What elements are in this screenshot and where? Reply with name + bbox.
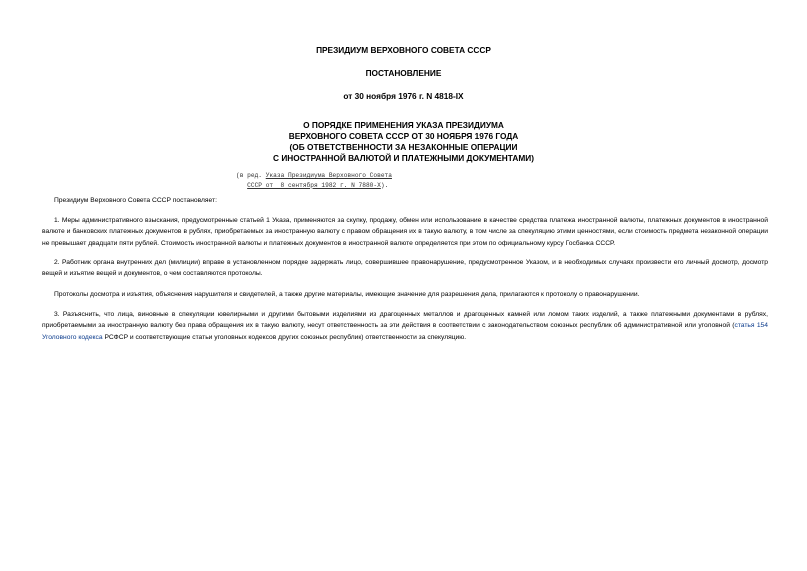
paragraph-2: 2. Работник органа внутренних дел (милиции) вправе в установленном порядке задержать лицо, совершившее правонарушение, предусмотренное Указом, и в необходимых случаях произвести его личный досмотр, досмотр вещей и изъятие вещей и документов, о чем составляются протоколы. — [42, 259, 768, 278]
edition-note — [236, 171, 392, 190]
title-line: С ИНОСТРАННОЙ ВАЛЮТОЙ И ПЛАТЕЖНЫМИ ДОКУМЕНТАМИ) — [273, 153, 534, 163]
paragraph-3-text: 3. Разъяснить, что лица, виновные в спекуляции ювелирными и другими бытовыми изделиями из драгоценных металлов и драгоценных камней или ломом таких изделий, а также платежными документами в рублях, приобретаемыми за иностранную валюту без права обращения их в такую валюту, несут ответственность за эти действия в соответствии с законодательством союзных республик об административной или уголовной ( — [42, 311, 768, 330]
title-line: (ОБ ОТВЕТСТВЕННОСТИ ЗА НЕЗАКОННЫЕ ОПЕРАЦИИ — [289, 142, 518, 152]
paragraph-3 — [42, 309, 768, 343]
intro-paragraph: Президиум Верховного Совета СССР постановляет: — [54, 197, 217, 204]
document-date-number: от 30 ноября 1976 г. N 4818-IX — [343, 91, 464, 101]
edition-note-prefix: (в ред. — [236, 172, 266, 179]
edition-note-link[interactable]: Указа Президиума Верховного Совета — [265, 172, 392, 179]
edition-note-link-cont[interactable]: СССР от 8 сентября 1982 г. N 7880-X — [247, 181, 381, 189]
title-line: ВЕРХОВНОГО СОВЕТА СССР ОТ 30 НОЯБРЯ 1976 ГОДА — [288, 131, 519, 141]
title-line: О ПОРЯДКЕ ПРИМЕНЕНИЯ УКАЗА ПРЕЗИДИУМА — [303, 120, 504, 130]
paragraph-2-protocols: Протоколы досмотра и изъятия, объяснения нарушителя и свидетелей, а также другие материалы, имеющие значение для разрешения дела, прилагаются к протоколу о правонарушении. — [54, 291, 640, 298]
document-type: ПОСТАНОВЛЕНИЕ — [365, 68, 442, 78]
issuing-body: ПРЕЗИДИУМ ВЕРХОВНОГО СОВЕТА СССР — [316, 45, 491, 55]
paragraph-3-text-end: РСФСР и соответствующие статьи уголовных кодексов других союзных республик) ответственности за спекуляцию. — [102, 333, 467, 341]
edition-note-suffix: ). — [380, 181, 389, 189]
criminal-code-link[interactable]: статья 154 Уголовного кодекса — [42, 322, 768, 341]
document-title — [0, 120, 807, 164]
paragraph-1: 1. Меры административного взыскания, предусмотренные статьей 1 Указа, применяются за скупку, продажу, обмен или использование в качестве средства платежа иностранной валюты, платежных документов в иностранной валюте и банковских платежных документов в рублях, приобретаемых за иностранную валюту с правом обращения их в такую валюту, в том числе за спекуляцию этими ценностями, если стоимость предмета незаконной операции не превышает двадцати пяти рублей. Стоимость иностранной валюты и платежных документов в иностранной валюте определяется при этом по официальному курсу Госбанка СССР. — [42, 217, 768, 247]
